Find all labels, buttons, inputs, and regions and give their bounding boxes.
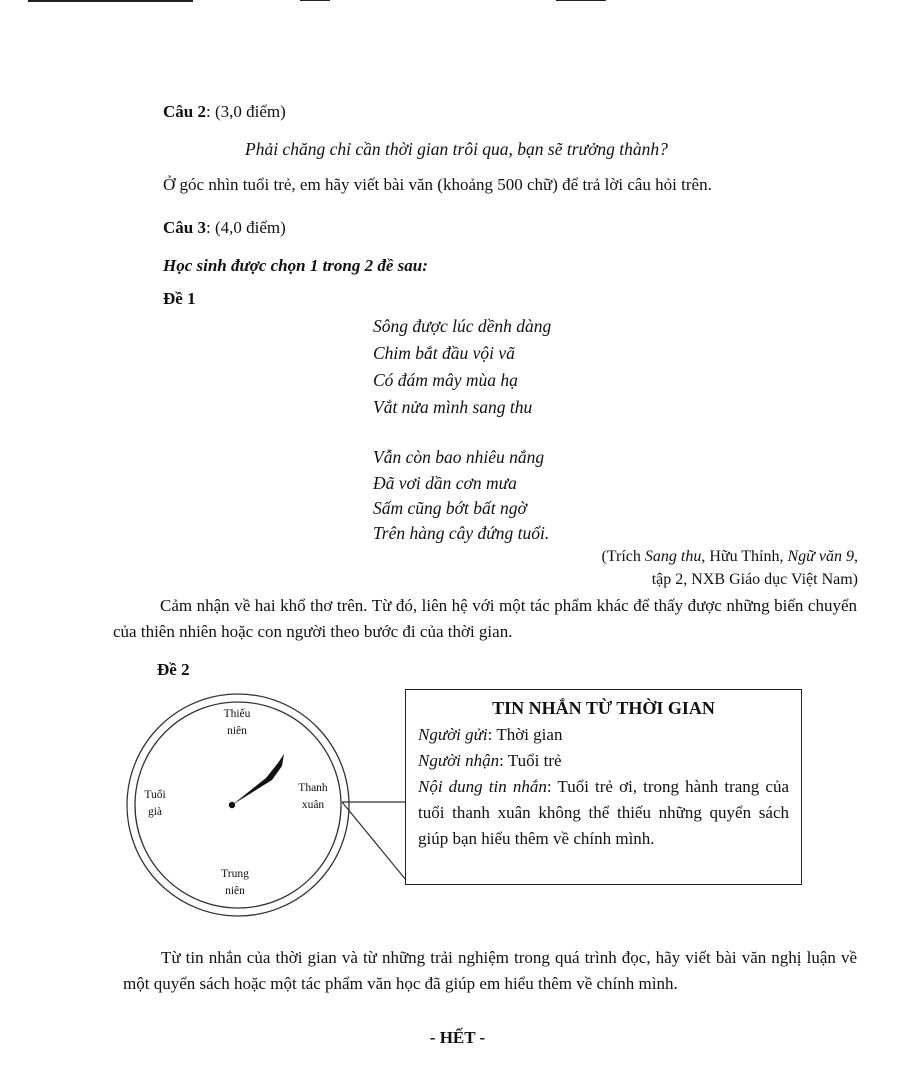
source-comma: , bbox=[854, 548, 858, 565]
source-prefix: (Trích bbox=[601, 548, 645, 565]
clock-center bbox=[229, 802, 235, 808]
q2-points: : (3,0 điểm) bbox=[205, 102, 286, 121]
message-title: TIN NHẮN TỪ THỜI GIAN bbox=[492, 698, 715, 718]
poem-line: Vẫn còn bao nhiêu nắng bbox=[373, 447, 545, 467]
clock-label-right: Thanh xuân bbox=[298, 782, 328, 811]
clock-label-left: Tuổi già bbox=[144, 789, 166, 818]
clock-label-bottom: Trung niên bbox=[221, 868, 249, 897]
poem-line: Chim bắt đầu vội vã bbox=[373, 343, 515, 363]
q3-instruction: Học sinh được chọn 1 trong 2 đề sau: bbox=[163, 256, 428, 275]
poem-line: Sấm cũng bớt bất ngờ bbox=[373, 498, 527, 518]
top-rule-mid bbox=[300, 0, 330, 1]
de2-heading: Đề 2 bbox=[157, 660, 190, 679]
poem-line: Đã vơi dần cơn mưa bbox=[373, 473, 517, 493]
q2-label: Câu 2 bbox=[163, 102, 206, 121]
receiver-label: Người nhận bbox=[418, 751, 500, 770]
de1-prompt: Cảm nhận về hai khổ thơ trên. Từ đó, liên hệ với một tác phẩm khác để thấy được những biến chuyển của thiên nhiên hoặc con người theo bước đi của thời gian. bbox=[113, 596, 857, 641]
callout-connector bbox=[340, 780, 410, 890]
q2-heading bbox=[163, 102, 286, 122]
message-content bbox=[418, 774, 789, 852]
source-book: Ngữ văn 9 bbox=[787, 548, 854, 565]
source-author: , Hữu Thỉnh, bbox=[701, 548, 788, 565]
message-receiver bbox=[418, 748, 789, 774]
end-marker: - HẾT - bbox=[429, 1028, 486, 1047]
clock-label-top: Thiếu niên bbox=[223, 708, 251, 737]
receiver-value: : Tuổi trẻ bbox=[499, 751, 562, 770]
poem-line: Vắt nửa mình sang thu bbox=[373, 397, 533, 417]
q2-quote: Phải chăng chỉ cần thời gian trôi qua, bạn sẽ trưởng thành? bbox=[245, 139, 668, 159]
top-rule-left bbox=[28, 0, 193, 2]
q2-prompt: Ở góc nhìn tuổi trẻ, em hãy viết bài văn (khoảng 500 chữ) để trả lời câu hỏi trên. bbox=[163, 175, 712, 194]
poem-source-line2: tập 2, NXB Giáo dục Việt Nam) bbox=[651, 571, 858, 588]
message-sender bbox=[418, 722, 789, 748]
poem-source-line1 bbox=[601, 547, 858, 566]
top-rule-right bbox=[556, 0, 606, 1]
de2-prompt: Từ tin nhắn của thời gian và từ những trải nghiệm trong quá trình đọc, hãy viết bài văn nghị luận về một quyển sách hoặc một tác phẩm văn học đã giúp em hiểu thêm về chính mình. bbox=[123, 948, 857, 993]
sender-value: : Thời gian bbox=[487, 725, 563, 744]
poem-line: Trên hàng cây đứng tuổi. bbox=[373, 523, 550, 543]
sender-label: Người gửi bbox=[418, 725, 488, 744]
q3-points: : (4,0 điểm) bbox=[205, 218, 286, 237]
message-box bbox=[405, 689, 802, 885]
q3-label: Câu 3 bbox=[163, 218, 206, 237]
content-value: : Tuổi trẻ ơi, trong hành trang của tuổi thanh xuân không thể thiếu những quyển sách giúp bạn hiểu thêm về chính mình. bbox=[418, 777, 789, 848]
source-work: Sang thu bbox=[644, 548, 702, 565]
poem-line: Sông được lúc dềnh dàng bbox=[373, 316, 552, 336]
poem-line: Có đám mây mùa hạ bbox=[373, 370, 518, 390]
q3-heading bbox=[163, 218, 286, 238]
de1-heading: Đề 1 bbox=[163, 289, 196, 308]
content-label: Nội dung tin nhắn bbox=[418, 777, 547, 796]
